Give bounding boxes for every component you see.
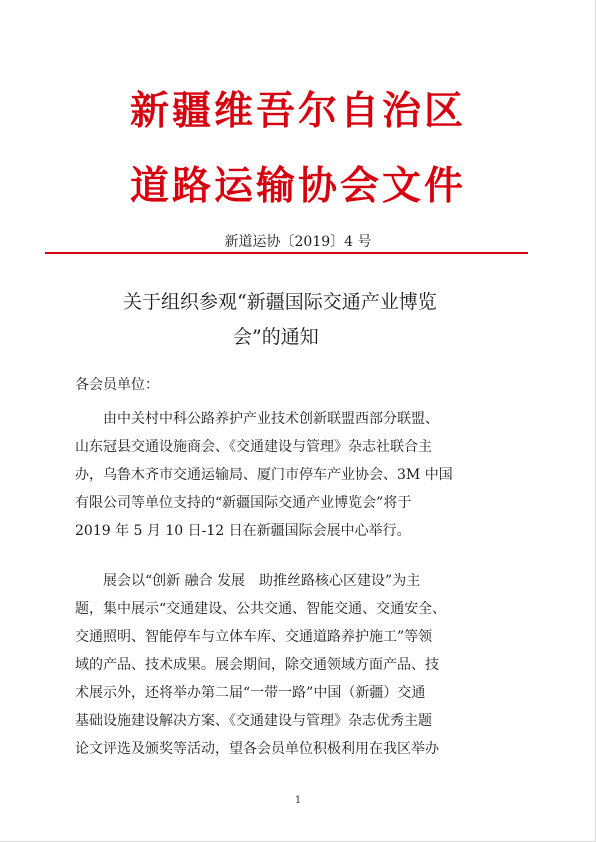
paragraph-line: 基础设施建设解决方案、《交通建设与管理》杂志优秀主题: [75, 713, 432, 729]
salutation: 各会员单位：: [75, 377, 159, 393]
issuer-name-line1: 新疆维吾尔自治区: [129, 88, 466, 134]
paragraph-line: 展会以“创新 融合 发展 助推丝路核心区建设”为主: [103, 573, 421, 589]
red-divider-rule: [45, 252, 528, 254]
paragraph-line: 术展示外，还将举办第二届“一带一路”中国（新疆）交通: [75, 685, 426, 701]
paragraph-1: [75, 405, 453, 545]
paragraph-line: 有限公司等单位支持的“新疆国际交通产业博览会”将于: [75, 495, 412, 511]
paragraph-line: 由中关村中科公路养护产业技术创新联盟西部分联盟、: [103, 411, 439, 427]
paragraph-line: 办，乌鲁木齐市交通运输局、厦门市停车产业协会、3M 中国: [75, 467, 453, 483]
issuer-name-line2: 道路运输协会文件: [129, 163, 466, 209]
paragraph-line: 山东冠县交通设施商会、《交通建设与管理》杂志社联合主: [75, 439, 432, 455]
paragraph-line: 交通照明、智能停车与立体车库、交通道路养护施工”等领: [75, 629, 433, 645]
notice-title-line1: 关于组织参观“新疆国际交通产业博览: [123, 291, 437, 313]
page-number: 1: [294, 795, 302, 806]
paragraph-line: 论文评选及颁奖等活动，望各会员单位积极利用在我区举办: [75, 741, 439, 757]
paragraph-2: [75, 567, 446, 763]
paragraph-line: 题，集中展示“交通建设、公共交通、智能交通、交通安全、: [75, 601, 447, 617]
notice-title-line2: 会”的通知: [233, 326, 319, 348]
document-number: 新道运协〔2019〕4 号: [224, 234, 372, 250]
paragraph-line: 域的产品、技术成果。展会期间，除交通领域方面产品、技: [75, 657, 439, 673]
paragraph-line: 2019 年 5 月 10 日-12 日在新疆国际会展中心举行。: [75, 523, 411, 539]
